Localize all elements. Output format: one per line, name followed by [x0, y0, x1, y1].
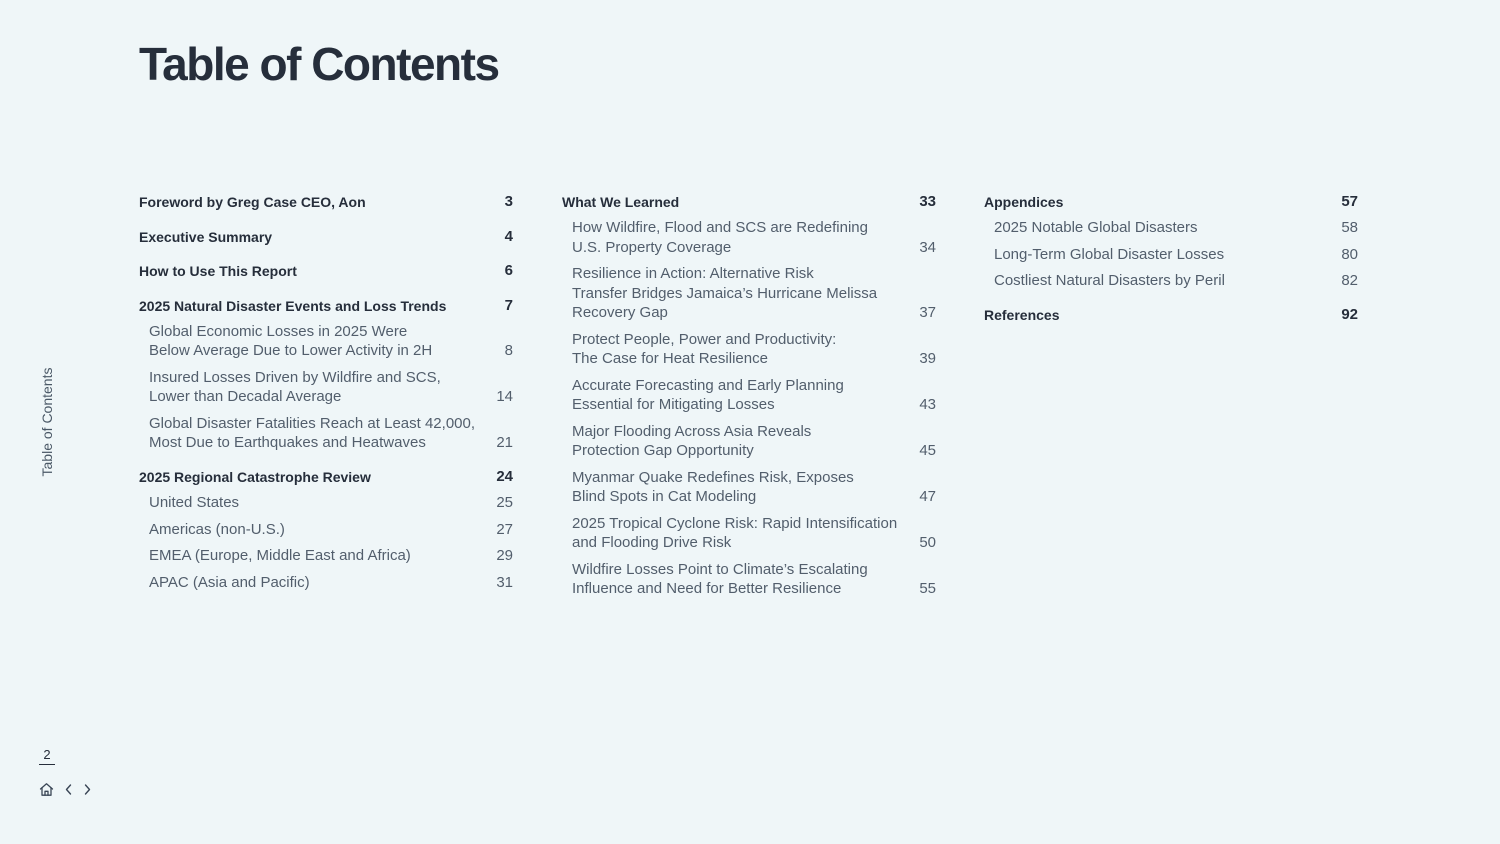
toc-entry-page: 24 — [496, 468, 513, 485]
toc-subentry-emea[interactable] — [139, 546, 513, 566]
side-section-label: Table of Contents — [39, 367, 55, 477]
toc-entry-page: 43 — [919, 396, 936, 413]
toc-entry-page: 45 — [919, 442, 936, 459]
toc-entry-title: Appendices — [984, 194, 1064, 210]
toc-entry-page: 92 — [1341, 306, 1358, 323]
toc-entry-page: 29 — [496, 547, 513, 564]
toc-entry-page: 80 — [1341, 245, 1358, 263]
toc-entry-title: How Wildfire, Flood and SCS are Redefining U.S. Property Coverage — [572, 219, 868, 256]
toc-entry-title: Resilience in Action: Alternative Risk Transfer Bridges Jamaica’s Hurricane Melissa Recovery Gap — [572, 265, 878, 321]
toc-entry-title: References — [984, 307, 1060, 323]
toc-entry-title: What We Learned — [562, 194, 680, 210]
toc-entry-page: 4 — [504, 227, 513, 245]
toc-entry-title: How to Use This Report — [139, 263, 297, 279]
page-navigation — [39, 782, 92, 797]
toc-entry-title: Long-Term Global Disaster Losses — [994, 245, 1225, 263]
page-title: Table of Contents — [139, 38, 499, 90]
toc-subentry-notable-disasters[interactable] — [984, 218, 1358, 238]
toc-entry-title: APAC (Asia and Pacific) — [149, 573, 310, 591]
toc-subentry-heat-resilience[interactable] — [562, 330, 936, 369]
toc-entry-appendices[interactable] — [984, 192, 1358, 212]
toc-entry-title: 2025 Notable Global Disasters — [994, 219, 1198, 236]
toc-entry-page: 34 — [919, 238, 936, 256]
toc-subentry-costliest-disasters[interactable] — [984, 271, 1358, 291]
toc-entry-page: 27 — [496, 520, 513, 538]
toc-subentry-property-coverage[interactable] — [562, 218, 936, 257]
toc-entry-page: 47 — [919, 488, 936, 505]
toc-entry-page: 31 — [496, 573, 513, 591]
toc-subentry-americas[interactable] — [139, 520, 513, 540]
toc-entry-title: Foreword by Greg Case CEO, Aon — [139, 194, 366, 210]
page-footer — [39, 746, 55, 765]
toc-subentry-fatalities[interactable] — [139, 414, 513, 453]
toc-entry-regional-review[interactable] — [139, 467, 513, 487]
toc-subentry-forecasting[interactable] — [562, 376, 936, 415]
toc-entry-executive-summary[interactable] — [139, 227, 513, 247]
toc-entry-page: 39 — [919, 350, 936, 367]
chevron-left-icon[interactable] — [64, 783, 73, 796]
toc-entry-title: Insured Losses Driven by Wildfire and SCS, Lower than Decadal Average — [149, 368, 441, 405]
toc-subentry-economic-losses[interactable] — [139, 322, 513, 361]
toc-subentry-resilience-in-action[interactable] — [562, 264, 936, 323]
toc-entry-references[interactable] — [984, 305, 1358, 325]
toc-entry-title: 2025 Natural Disaster Events and Loss Trends — [139, 297, 447, 314]
toc-entry-page: 25 — [496, 494, 513, 511]
toc-column-1 — [139, 192, 513, 592]
toc-entry-foreword[interactable] — [139, 192, 513, 212]
toc-entry-title: Global Economic Losses in 2025 Were Below Average Due to Lower Activity in 2H — [149, 322, 433, 359]
toc-entry-title: Major Flooding Across Asia Reveals Protection Gap Opportunity — [572, 422, 812, 459]
toc-entry-page: 14 — [496, 388, 513, 405]
toc-entry-title: Accurate Forecasting and Early Planning Essential for Mitigating Losses — [572, 376, 844, 413]
toc-subentry-tropical-cyclone[interactable] — [562, 514, 936, 553]
toc-entry-title: United States — [149, 494, 240, 511]
toc-entry-title: Global Disaster Fatalities Reach at Least 42,000, Most Due to Earthquakes and Heatwaves — [149, 414, 476, 451]
toc-column-2 — [562, 192, 936, 599]
toc-entry-page: 58 — [1341, 219, 1358, 236]
toc-subentry-apac[interactable] — [139, 573, 513, 593]
toc-entry-what-we-learned[interactable] — [562, 192, 936, 212]
toc-entry-page: 37 — [919, 304, 936, 321]
toc-entry-page: 6 — [504, 262, 513, 279]
toc-entry-page: 33 — [919, 193, 936, 210]
toc-entry-title: 2025 Tropical Cyclone Risk: Rapid Intensification and Flooding Drive Risk — [572, 514, 898, 551]
toc-entry-title: 2025 Regional Catastrophe Review — [139, 469, 371, 485]
chevron-right-icon[interactable] — [83, 783, 92, 796]
toc-column-3 — [984, 192, 1358, 325]
home-icon[interactable] — [39, 782, 54, 797]
toc-entry-page: 55 — [919, 580, 936, 597]
toc-entry-page: 82 — [1341, 272, 1358, 289]
toc-entry-how-to-use[interactable] — [139, 261, 513, 281]
toc-entry-page: 50 — [919, 534, 936, 551]
page-number: 2 — [39, 747, 55, 765]
toc-subentry-long-term-losses[interactable] — [984, 245, 1358, 265]
toc-entry-page: 21 — [496, 434, 513, 451]
toc-subentry-united-states[interactable] — [139, 493, 513, 513]
toc-entry-title: Wildfire Losses Point to Climate’s Escalating Influence and Need for Better Resilience — [572, 560, 868, 597]
toc-subentry-asia-flooding[interactable] — [562, 422, 936, 461]
toc-entry-page: 57 — [1341, 193, 1358, 210]
toc-entry-page: 7 — [504, 296, 513, 314]
toc-subentry-insured-losses[interactable] — [139, 368, 513, 407]
toc-entry-title: EMEA (Europe, Middle East and Africa) — [149, 547, 411, 564]
toc-entry-title: Americas (non-U.S.) — [149, 520, 285, 538]
toc-entry-page: 3 — [504, 193, 513, 210]
toc-entry-title: Myanmar Quake Redefines Risk, Exposes Blind Spots in Cat Modeling — [572, 468, 854, 505]
toc-entry-title: Protect People, Power and Productivity: The Case for Heat Resilience — [572, 330, 837, 367]
toc-entry-title: Executive Summary — [139, 228, 273, 245]
toc-entry-page: 8 — [504, 342, 513, 359]
toc-entry-title: Costliest Natural Disasters by Peril — [994, 272, 1225, 289]
toc-subentry-myanmar-quake[interactable] — [562, 468, 936, 507]
toc-entry-natural-disaster-events[interactable] — [139, 296, 513, 316]
toc-subentry-wildfire-losses[interactable] — [562, 560, 936, 599]
